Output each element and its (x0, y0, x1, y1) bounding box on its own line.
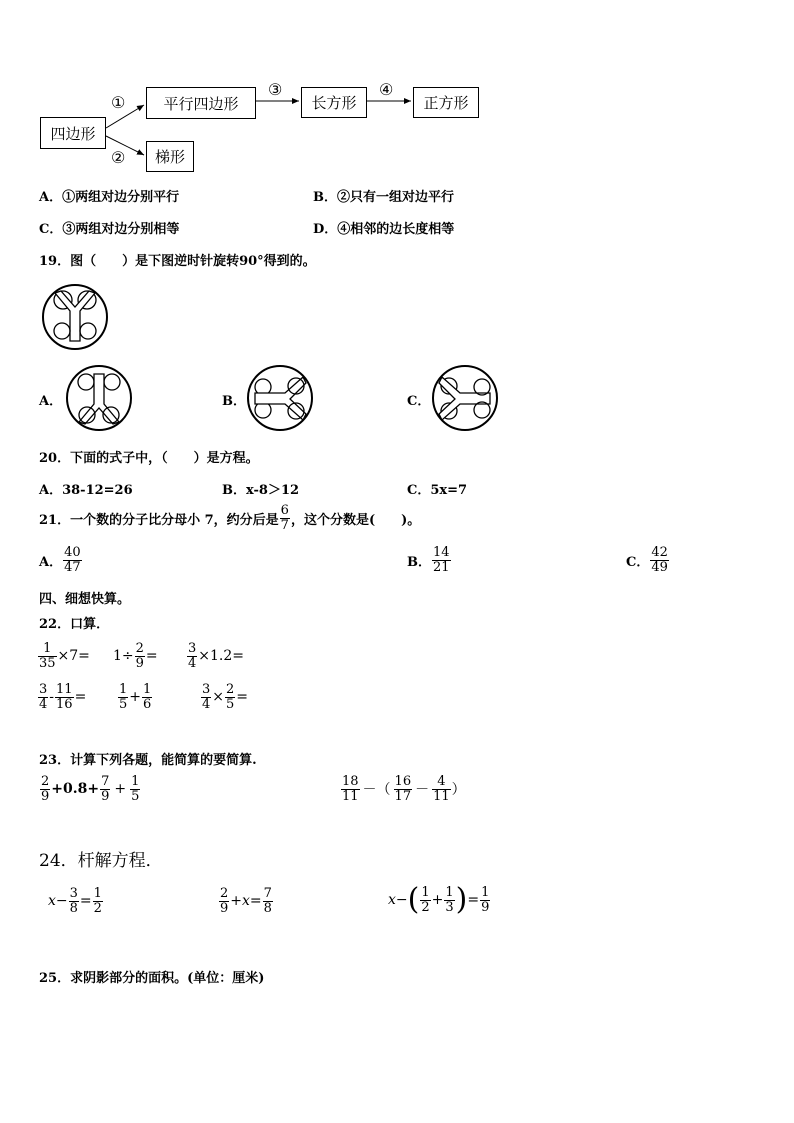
rectangle-label: 长方形 (311, 94, 357, 112)
q23-title: 23．计算下列各题，能简算的要简算. (39, 753, 257, 768)
q22-e1-rest: ×7= (57, 648, 90, 665)
q19-figure-c[interactable] (430, 364, 502, 434)
q22-e4-rest: = (74, 689, 87, 706)
q24-a5-den: 2 (93, 900, 102, 916)
q22-e5-op: + (129, 689, 142, 706)
q24-c3-num: 1 (421, 884, 430, 900)
q24-c-plus: + (431, 892, 444, 908)
q24-a-var: x (48, 893, 56, 910)
q22-e6-op: × (212, 689, 225, 706)
q19-question: 19．图（ ）是下图逆时针旋转90°得到的。 (39, 254, 316, 269)
q23-a3-num: 7 (101, 774, 110, 789)
q22-e1-den: 35 (39, 655, 56, 671)
q24-b-var: x (242, 893, 250, 910)
q24-c7-num: 1 (481, 884, 490, 900)
q24-a-minus: − (55, 893, 68, 910)
q24-eq-c (388, 882, 491, 917)
q24-b-plus: + (230, 893, 243, 910)
q24-eq-b (218, 887, 274, 915)
q18-option-d[interactable]: D．④相邻的边长度相等 (313, 222, 455, 237)
q24-b5-num: 7 (263, 886, 272, 901)
trapezoid-label: 梯形 (154, 148, 185, 166)
q21-c-den: 49 (651, 559, 668, 575)
q21-question-post: ，这个分数是( )。 (290, 512, 421, 528)
q22-e6-den2: 5 (226, 696, 235, 712)
q22-expr-2 (113, 642, 158, 670)
q23-b5-num: 4 (437, 774, 446, 789)
q21-option-c[interactable] (626, 546, 670, 574)
q24-a3-den: 8 (69, 900, 78, 916)
q22-expr-6 (200, 683, 248, 711)
q22-expr-3 (186, 642, 244, 670)
q25-question: 25．求阴影部分的面积。(单位：厘米) (39, 971, 265, 986)
q19-label-b[interactable]: B． (222, 394, 246, 409)
q20-option-a[interactable]: A．38-12=26 (39, 483, 133, 498)
q23-a1-num: 2 (41, 774, 50, 789)
q22-e6-num2: 2 (226, 682, 235, 697)
q24-c-minus: − (395, 892, 408, 908)
q23-b3-num: 16 (394, 774, 412, 789)
q21-a-num: 40 (64, 545, 81, 560)
q23-expr-b (340, 775, 466, 803)
q21-label-c: C． (626, 554, 650, 570)
q23-a3-den: 9 (101, 788, 110, 804)
parallelogram-label: 平行四边形 (163, 94, 239, 113)
q24-c7-den: 9 (481, 899, 490, 915)
q22-e2-den: 9 (135, 655, 144, 671)
q23-b4: － (415, 782, 430, 799)
q21-label-b: B． (407, 554, 431, 570)
q24-a3-num: 3 (69, 886, 78, 901)
q24-c-eq: = (467, 892, 480, 908)
q22-e2-left: 1÷ (113, 648, 134, 665)
q23-a2: +0.8+ (51, 781, 100, 798)
q22-e2-num: 2 (135, 641, 144, 656)
q24-c-left-paren: ( (407, 882, 420, 917)
q21-question (39, 504, 420, 532)
q22-e4-op: - (49, 689, 55, 706)
q19-label-a[interactable]: A． (39, 394, 63, 409)
q22-e3-num: 3 (188, 641, 197, 656)
q22-e4-num2: 11 (56, 682, 73, 697)
q22-e6-rest: = (236, 689, 249, 706)
q21-option-b[interactable] (407, 546, 452, 574)
q24-eq-a (48, 887, 104, 915)
q23-a5-den: 5 (131, 788, 140, 804)
q24-title: 24．杆解方程． (39, 851, 163, 871)
q22-e6-den: 4 (202, 696, 211, 712)
q21-c-num: 42 (651, 545, 668, 560)
q22-e5-num: 1 (119, 682, 128, 697)
q22-e5-num2: 1 (143, 682, 152, 697)
q21-b-den: 21 (433, 559, 450, 575)
q20-option-b[interactable]: B．x-8＞12 (222, 483, 300, 498)
q23-b2: －（ (362, 782, 391, 799)
q21-question-pre: 21．一个数的分子比分母小 7，约分后是 (39, 512, 279, 528)
q23-b5-den: 11 (433, 788, 450, 804)
q22-e3-rest: ×1.2= (198, 648, 245, 665)
q22-expr-1 (37, 642, 90, 670)
q24-c-right-paren: ) (455, 882, 468, 917)
q24-c3-den: 2 (421, 899, 430, 915)
circled-2: ② (111, 148, 126, 167)
circled-3: ③ (268, 80, 283, 99)
q23-a5-num: 1 (131, 774, 140, 789)
q21-denominator: 7 (280, 517, 289, 533)
q24-c5-num: 1 (445, 884, 454, 900)
q21-label-a: A． (39, 554, 63, 570)
q20-question: 20．下面的式子中，（ ）是方程。 (39, 451, 259, 466)
q22-e4-den2: 16 (56, 696, 73, 712)
q22-e5-den2: 6 (143, 696, 152, 712)
q21-option-b-fraction (432, 546, 451, 574)
q24-b1-den: 9 (220, 900, 229, 916)
q23-b3-den: 17 (394, 788, 412, 804)
q21-option-c-fraction (650, 546, 669, 574)
q23-b1-num: 18 (342, 774, 359, 789)
q24-a5-num: 1 (93, 886, 102, 901)
q22-e3-den: 4 (188, 655, 197, 671)
q23-b1-den: 11 (342, 788, 359, 804)
q18-option-b[interactable]: B．②只有一组对边平行 (313, 190, 454, 205)
q24-c5-den: 3 (445, 899, 454, 915)
q21-b-num: 14 (433, 545, 450, 560)
q21-a-den: 47 (64, 559, 81, 575)
q23-a4: + (114, 781, 127, 798)
q22-e4-den: 4 (39, 696, 48, 712)
section-4-heading: 四、细想快算。 (39, 592, 131, 607)
q22-e1-num: 1 (43, 641, 52, 656)
q21-option-a[interactable] (39, 546, 83, 574)
q19-original-figure (40, 283, 112, 353)
q22-expr-5 (117, 683, 153, 711)
q22-e6-num: 3 (202, 682, 211, 697)
q24-b5-den: 8 (263, 900, 272, 916)
q20-option-c[interactable]: C．5x=7 (407, 483, 468, 498)
square-label: 正方形 (423, 94, 469, 112)
circled-1: ① (111, 93, 126, 112)
q22-title: 22．口算． (39, 617, 110, 632)
q24-a-eq: = (79, 893, 92, 910)
quadrilateral-label: 四边形 (50, 124, 96, 143)
q24-b-eq: = (249, 893, 262, 910)
q22-e4-num: 3 (39, 682, 48, 697)
q21-fraction (280, 504, 290, 532)
q24-b1-num: 2 (220, 886, 229, 901)
q19-figure-a[interactable] (64, 364, 136, 434)
q19-label-c[interactable]: C． (407, 394, 431, 409)
q22-expr-4 (37, 683, 86, 711)
q23-a1-den: 9 (41, 788, 50, 804)
q23-expr-a (39, 775, 141, 803)
q21-numerator: 6 (280, 503, 289, 518)
q22-e5-den: 5 (119, 696, 128, 712)
q18-option-c[interactable]: C．③两组对边分别相等 (39, 222, 180, 237)
q18-option-a[interactable]: A．①两组对边分别平行 (39, 190, 180, 205)
q21-option-a-fraction (63, 546, 82, 574)
circled-4: ④ (379, 80, 394, 99)
q23-b6: ） (451, 782, 466, 799)
q24-c-var: x (388, 892, 396, 908)
q22-e2-rest: = (145, 648, 158, 665)
q19-figure-b[interactable] (245, 364, 317, 434)
